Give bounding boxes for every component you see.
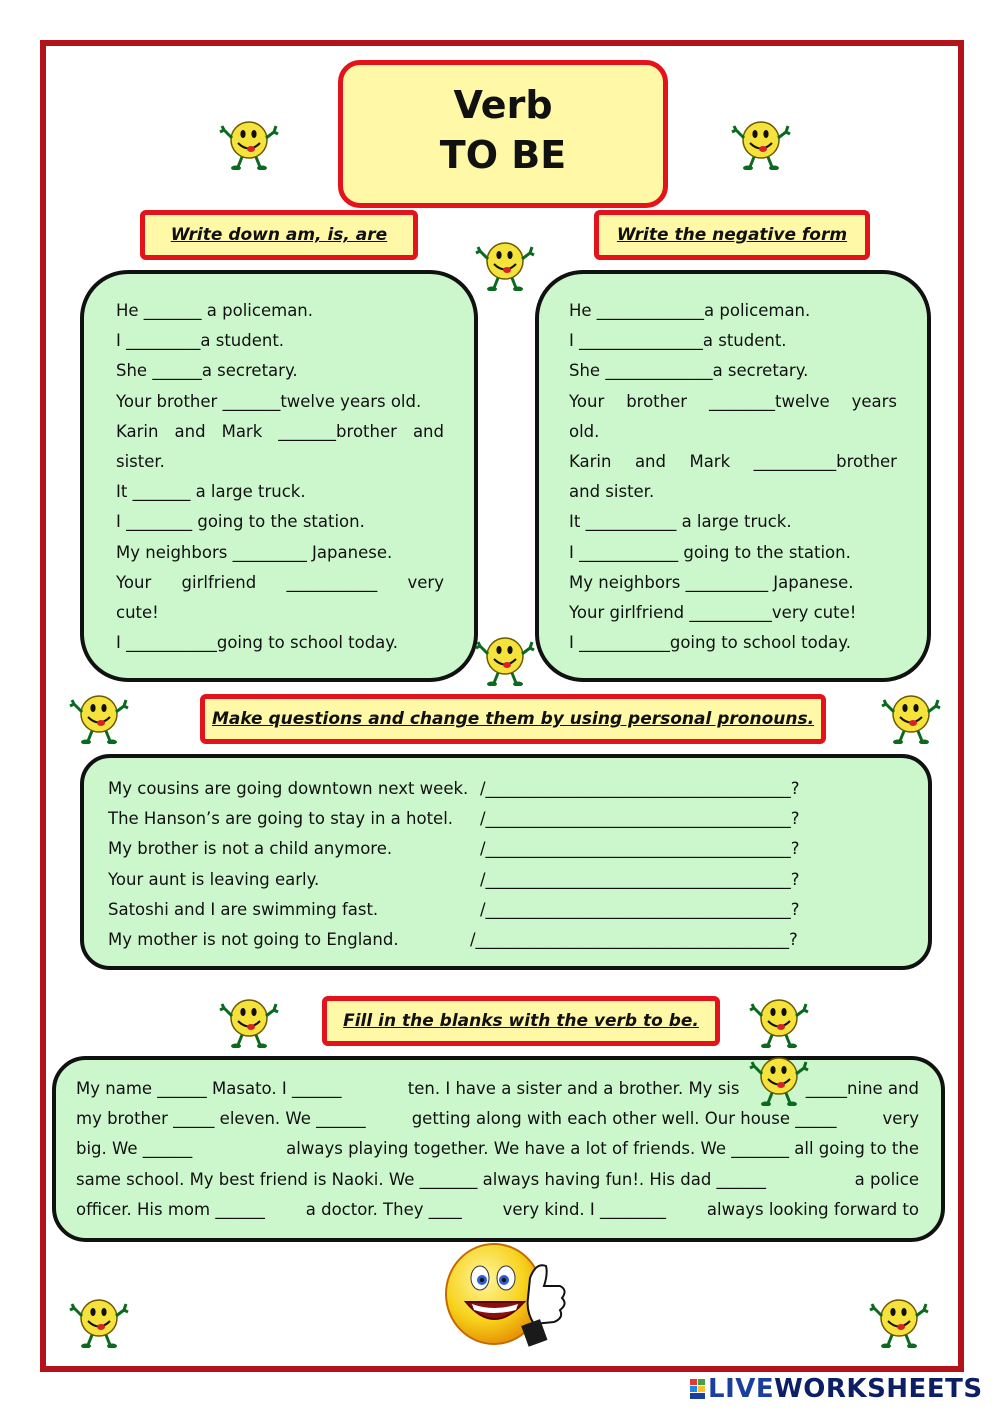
line-segment: Mark [689,452,731,472]
exercise-line [569,568,897,598]
question-sentence: My cousins are going downtown next week. [108,779,469,798]
liveworksheets-logo-icon [690,1376,706,1396]
line-segment: Karin [116,421,159,441]
line-segment: My neighbors __________ Japanese. [569,572,854,592]
question-answer-blank[interactable]: /______________________________________? [470,930,798,950]
line-segment: It ___________ a large truck. [569,512,792,532]
instruction-1-text: Write down am, is, are [170,225,388,245]
line-segment: same school. My best friend is Naoki. We _______ always having fun!. His dad ______ [76,1169,767,1189]
line-segment: getting along with each other well. Our house _____ [411,1109,837,1129]
line-segment: years [851,391,897,411]
instruction-2-text: Write the negative form [616,225,848,245]
exercise-box-3 [80,754,932,970]
exercise-line [569,326,897,356]
smiley-thumbs-up-icon [748,990,810,1048]
exercise-line [569,507,897,537]
instruction-4 [322,996,720,1046]
exercise-line [569,387,897,417]
big-smiley-thumbs-up-icon [444,1240,574,1348]
smiley-thumbs-up-icon [68,1290,130,1348]
line-segment: ________twelve [709,391,830,411]
question-row [108,895,906,925]
line-segment: Your [116,572,152,592]
instruction-3-text: Make questions and change them by using personal pronouns. [211,709,815,729]
line-segment: _______brother [278,421,397,441]
line-segment: and [634,452,666,472]
line-segment: Mark [221,421,263,441]
question-answer-blank[interactable]: /_____________________________________? [480,779,800,798]
exercise-line [116,417,444,447]
line-segment: very [407,572,444,592]
smiley-thumbs-up-icon [730,112,792,170]
question-sentence: Satoshi and I are swimming fast. [108,899,379,919]
smiley-thumbs-up-icon [474,233,536,291]
line-segment: My name ______ Masato. I ______ [76,1079,342,1098]
line-segment: He _______ a policeman. [116,301,314,320]
line-segment: very [882,1109,919,1129]
line-segment: cute! [116,603,159,623]
question-answer-blank[interactable]: /_____________________________________? [480,839,800,859]
logo-text-worksheets: WORKSHEETS [774,1374,983,1404]
line-segment: She _____________a secretary. [569,361,809,381]
smiley-thumbs-up-icon [868,1290,930,1348]
question-sentence: My brother is not a child anymore. [108,839,393,859]
exercise-line [116,598,444,628]
logo-text-live: LIVE [708,1374,775,1404]
exercise-line [116,326,444,356]
liveworksheets-logo [690,1374,983,1404]
exercise-line [116,387,444,417]
instruction-1 [140,210,418,260]
line-segment: and [174,421,206,441]
line-segment: girlfriend [181,572,257,592]
exercise-1-lines [116,296,444,658]
line-segment: She ______a secretary. [116,361,298,381]
smiley-thumbs-up-icon [68,686,130,744]
exercise-line [76,1165,919,1195]
smiley-thumbs-up-icon [748,1048,810,1106]
line-segment: I _________a student. [116,331,285,351]
line-segment: I ___________going to school today. [116,633,398,653]
question-sentence: Your aunt is leaving early. [108,869,320,889]
exercise-line [116,507,444,537]
question-sentence: The Hanson’s are going to stay in a hotel. [108,809,454,829]
exercise-line [116,296,444,326]
question-row [108,834,906,864]
line-segment: sister. [116,452,165,472]
line-segment: _____nine and [805,1079,919,1098]
exercise-line [76,1104,919,1134]
line-segment: Your brother _______twelve years old. [116,391,422,411]
question-row [108,865,906,895]
question-row [108,804,906,834]
question-answer-blank[interactable]: /_____________________________________? [480,869,800,889]
line-segment: Karin [569,452,612,472]
line-segment: __________brother [753,452,897,472]
smiley-thumbs-up-icon [474,628,536,686]
line-segment: I ___________going to school today. [569,633,851,653]
line-segment: He _____________a policeman. [569,301,811,320]
line-segment: I _______________a student. [569,331,787,351]
title-line2: TO BE [439,133,567,177]
instruction-4-text: Fill in the blanks with the verb to be. [343,1011,699,1031]
exercise-line [116,477,444,507]
title-line1: Verb [453,83,553,127]
exercise-line [76,1195,919,1225]
line-segment: old. [569,421,600,441]
line-segment: and [412,421,444,441]
exercise-box-1 [80,270,478,682]
exercise-line [116,356,444,386]
exercise-line [569,598,897,628]
exercise-line [76,1134,919,1164]
question-sentence: My mother is not going to England. [108,930,399,950]
exercise-line [569,447,897,477]
line-segment: ___________ [286,572,378,592]
instruction-2 [594,210,870,260]
line-segment: ten. I have a sister and a brother. My sis [407,1079,740,1098]
line-segment: officer. His mom ______ [76,1199,265,1219]
line-segment: I ____________ going to the station. [569,542,851,562]
line-segment: My neighbors _________ Japanese. [116,542,393,562]
exercise-line [116,568,444,598]
line-segment: very kind. I ________ [502,1199,667,1219]
instruction-3 [200,694,826,744]
smiley-thumbs-up-icon [218,990,280,1048]
exercise-line [569,356,897,386]
exercise-line [569,628,897,658]
exercise-line [569,477,897,507]
exercise-box-4 [52,1056,945,1242]
exercise-line [116,538,444,568]
line-segment: my brother _____ eleven. We ______ [76,1109,366,1129]
line-segment: Your [569,391,605,411]
question-row [108,925,906,955]
exercise-line [569,538,897,568]
line-segment: a police [854,1169,919,1189]
smiley-thumbs-up-icon [880,686,942,744]
line-segment: a doctor. They ____ [305,1199,462,1219]
title-box [338,60,668,208]
line-segment: brother [626,391,688,411]
exercise-line [569,417,897,447]
line-segment: Your girlfriend __________very cute! [569,603,857,623]
exercise-line [569,296,897,326]
exercise-line [116,447,444,477]
exercise-2-lines [569,296,897,658]
line-segment: always playing together. We have a lot of friends. We _______ all going to the [286,1139,919,1159]
line-segment: It _______ a large truck. [116,482,306,502]
exercise-box-2 [535,270,931,682]
line-segment: always looking forward to [706,1199,919,1219]
question-row [108,774,906,804]
question-answer-blank[interactable]: /_____________________________________? [480,809,800,829]
exercise-3-rows [108,774,906,955]
line-segment: and sister. [569,482,655,502]
line-segment: big. We ______ [76,1139,193,1159]
question-answer-blank[interactable]: /_____________________________________? [480,899,800,919]
smiley-thumbs-up-icon [218,112,280,170]
exercise-line [116,628,444,658]
line-segment: I ________ going to the station. [116,512,365,532]
